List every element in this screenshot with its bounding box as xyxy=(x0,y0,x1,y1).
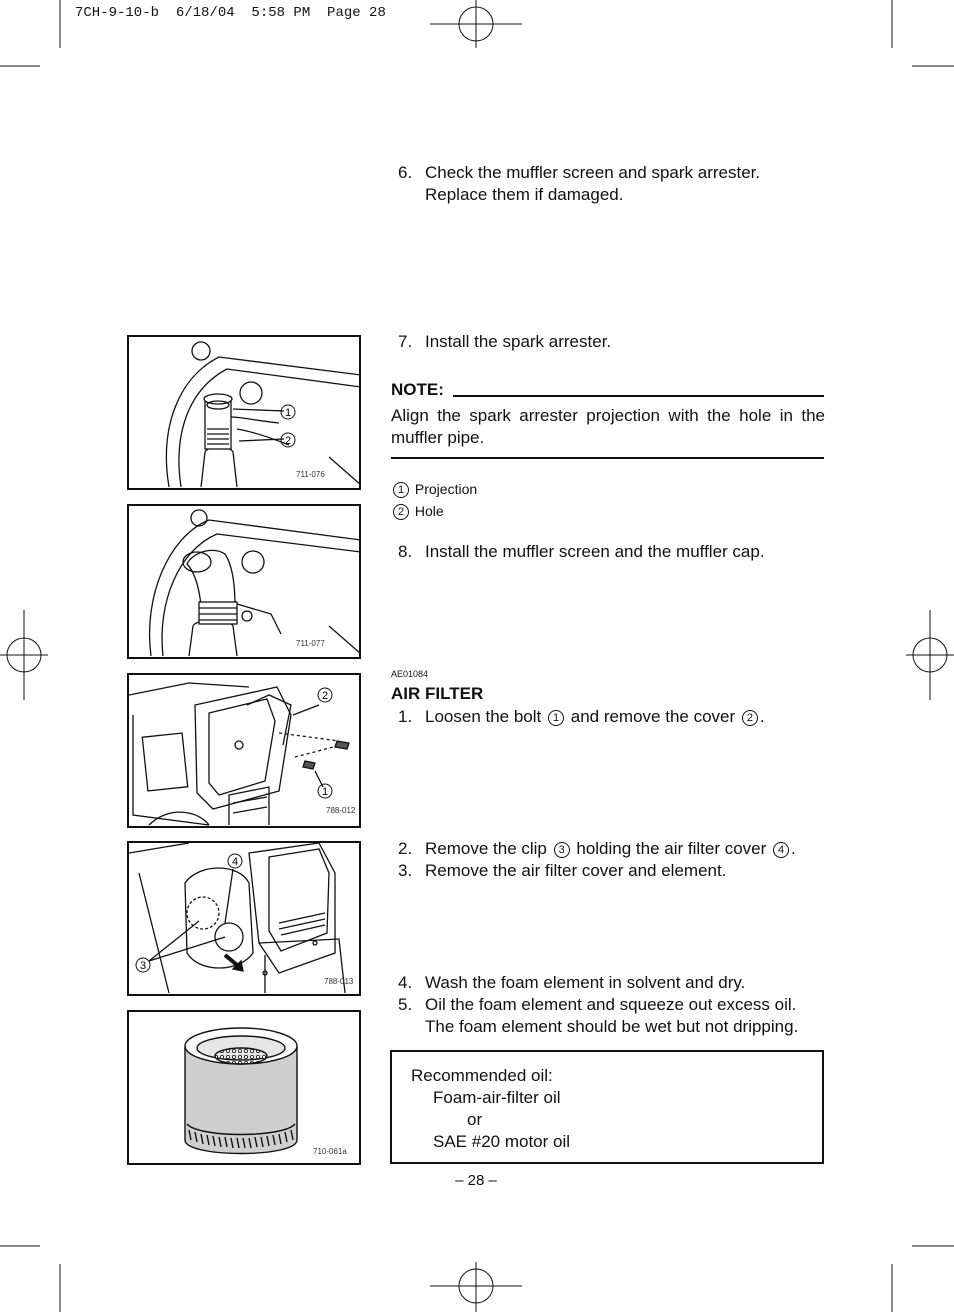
figure-4-illustration xyxy=(129,843,361,996)
note-rule-bottom xyxy=(391,457,824,459)
figure-4-callout-3: 3 xyxy=(140,960,147,972)
air-filter-step-1: 1. Loosen the bolt 1 and remove the cover 2 . xyxy=(398,707,765,726)
figure-1-code: 711-076 xyxy=(296,470,325,479)
air-filter-step-3: 3. Remove the air filter cover and element. xyxy=(398,861,727,880)
oil-option-1: Foam-air-filter oil xyxy=(433,1088,561,1107)
step-7: 7. Install the spark arrester. xyxy=(398,332,612,351)
air-filter-step-2: 2. Remove the clip 3 holding the air filter cover 4 . xyxy=(398,839,796,858)
figure-2-code: 711-077 xyxy=(296,639,325,648)
figure-3-callout-1: 1 xyxy=(322,786,329,798)
callout-legend xyxy=(391,478,477,522)
figure-muffler-screen-install xyxy=(127,504,361,659)
air-filter-step-5: 5. Oil the foam element and squeeze out excess oil. The foam element should be wet but not dripping. xyxy=(398,995,799,1036)
legend-item-hole: 2 Hole xyxy=(391,500,477,522)
figure-4-code: 788-013 xyxy=(324,977,354,986)
legend-item-projection: 1 Projection xyxy=(391,478,477,500)
figure-5-illustration xyxy=(129,1012,361,1165)
figure-foam-element xyxy=(127,1010,361,1165)
step-6: 6. Check the muffler screen and spark arrester. Replace them if damaged. xyxy=(398,163,761,204)
figure-1-illustration xyxy=(129,337,361,490)
recommended-oil-box xyxy=(390,1050,824,1164)
figure-remove-clip xyxy=(127,841,361,996)
oil-or: or xyxy=(467,1110,483,1129)
figure-4-callout-4: 4 xyxy=(232,856,239,868)
figure-3-callout-2: 2 xyxy=(322,690,329,702)
figure-spark-arrester-install xyxy=(127,335,361,490)
air-filter-step-4: 4. Wash the foam element in solvent and dry. xyxy=(398,973,746,992)
note-label: NOTE: xyxy=(391,380,444,399)
figure-1-callout-1: 1 xyxy=(285,407,292,419)
section-title: AIR FILTER xyxy=(391,684,484,703)
note-rule-top xyxy=(453,395,824,397)
print-slug: 7CH-9-10-b 6/18/04 5:58 PM Page 28 xyxy=(75,5,386,21)
figure-2-illustration xyxy=(129,506,361,659)
page-number: – 28 – xyxy=(455,1172,497,1189)
figure-3-code: 788-012 xyxy=(326,806,356,815)
figure-remove-cover xyxy=(127,673,361,828)
oil-box-title: Recommended oil: xyxy=(411,1066,553,1085)
figure-1-callout-2: 2 xyxy=(285,435,292,447)
step-8: 8. Install the muffler screen and the muffler cap. xyxy=(398,542,765,561)
note-text: Align the spark arrester projection with the hole in the muffler pipe. xyxy=(391,406,825,447)
oil-option-2: SAE #20 motor oil xyxy=(433,1132,571,1151)
figure-5-code: 710-061a xyxy=(313,1147,347,1156)
section-code: AE01084 xyxy=(391,669,429,679)
